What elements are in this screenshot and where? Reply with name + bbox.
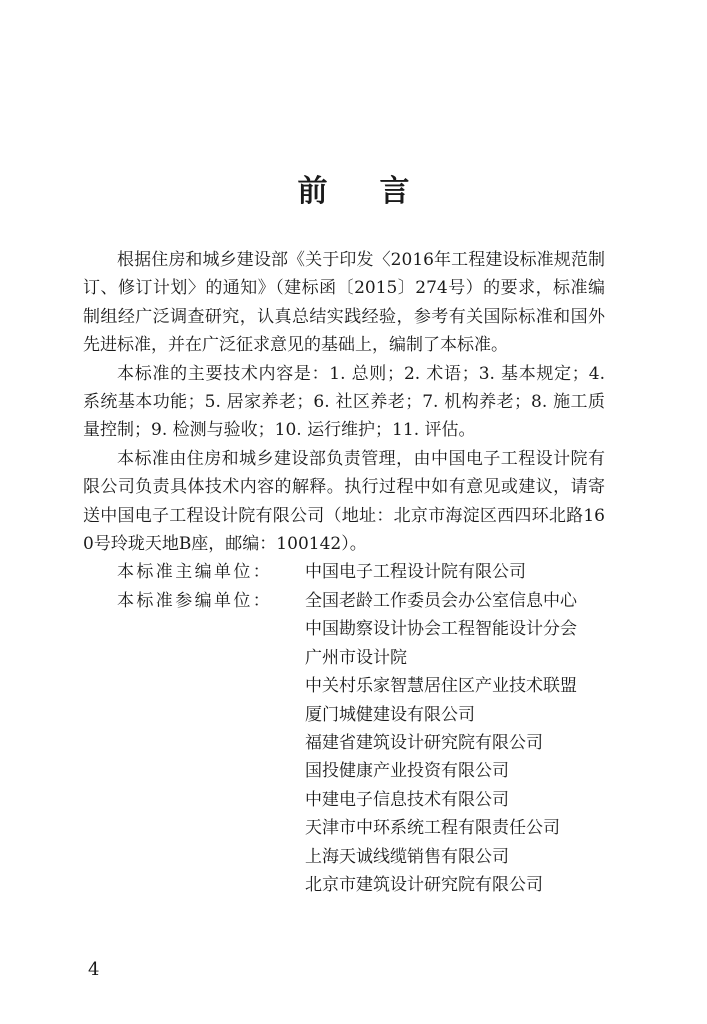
participating-row — [83, 587, 605, 899]
paragraph-contents: 本标准的主要技术内容是：1. 总则；2. 术语；3. 基本规定；4. 系统基本功能；5. 居家养老；6. 社区养老；7. 机构养老；8. 施工质量控制；9. 检测与验收；10. 运行维护；11. 评估。 — [83, 363, 605, 441]
participating-unit: 广州市设计院 — [305, 647, 407, 668]
preface-body — [83, 246, 605, 899]
chief-editor-list — [305, 558, 526, 586]
participating-unit: 中国勘察设计协会工程智能设计分会 — [305, 619, 577, 640]
participating-unit: 国投健康产业投资有限公司 — [305, 761, 509, 782]
participating-unit: 上海天诚线缆销售有限公司 — [305, 846, 509, 867]
page-number: 4 — [88, 959, 100, 980]
participating-unit: 中建电子信息技术有限公司 — [305, 789, 509, 810]
participating-unit: 福建省建筑设计研究院有限公司 — [305, 732, 543, 753]
participating-unit: 全国老龄工作委员会办公室信息中心 — [305, 590, 577, 611]
participating-list — [305, 587, 577, 899]
page-title: 前言 — [297, 174, 462, 209]
participating-unit: 中关村乐家智慧居住区产业技术联盟 — [305, 676, 577, 697]
paragraph-basis: 根据住房和城乡建设部《关于印发〈2016年工程建设标准规范制订、修订计划〉的通知》（建标函〔2015〕274号）的要求，标准编制组经广泛调查研究，认真总结实践经验，参考有关国际标准和国外先进标准，并在广泛征求意见的基础上，编制了本标准。 — [83, 250, 605, 356]
participating-unit: 厦门城健建设有限公司 — [305, 704, 475, 725]
chief-editor-row — [83, 558, 605, 586]
paragraph-management: 本标准由住房和城乡建设部负责管理，由中国电子工程设计院有限公司负责具体技术内容的解释。执行过程中如有意见或建议，请寄送中国电子工程设计院有限公司（地址：北京市海淀区西四环北路160号玲珑天地B座，邮编：100142）。 — [83, 448, 605, 555]
participating-unit: 天津市中环系统工程有限责任公司 — [305, 818, 560, 839]
chief-editor-label: 本标准主编单位： — [117, 562, 273, 583]
chief-editor-unit: 中国电子工程设计院有限公司 — [305, 562, 526, 583]
editor-units — [83, 558, 605, 899]
participating-label: 本标准参编单位： — [117, 590, 273, 611]
participating-unit: 北京市建筑设计研究院有限公司 — [305, 874, 543, 895]
